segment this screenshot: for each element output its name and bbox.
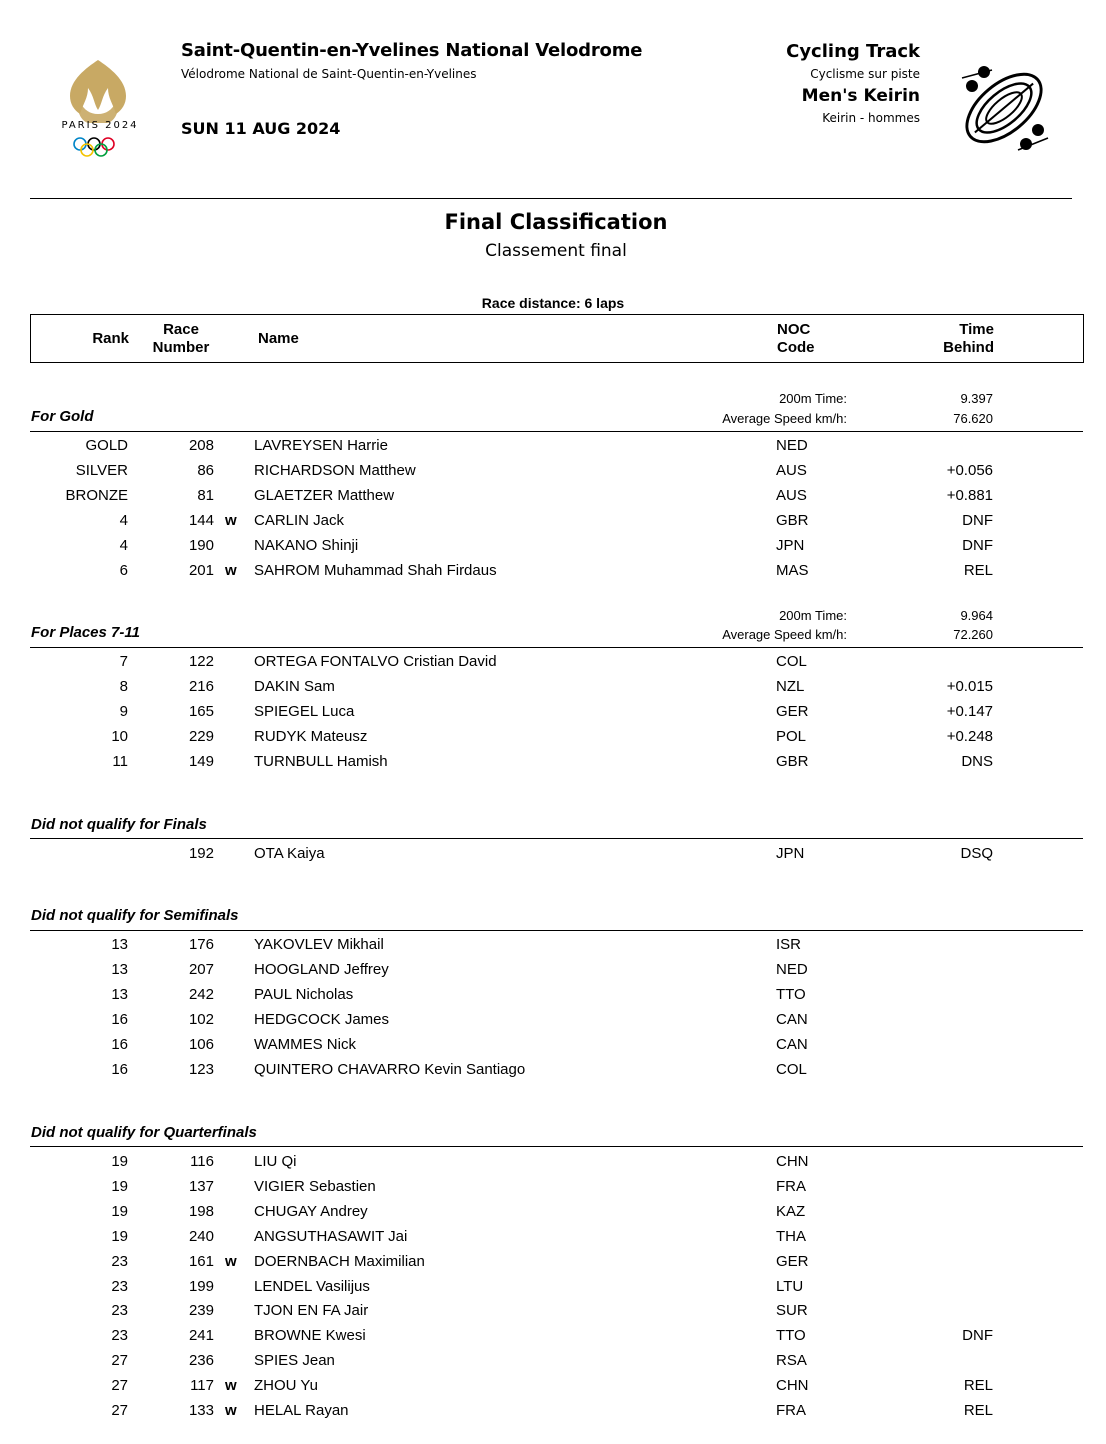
rank-cell: 4 — [119, 511, 128, 529]
wildcard-marker: w — [225, 1252, 237, 1270]
time-behind-cell: +0.881 — [946, 486, 993, 504]
event-title: Men's Keirin — [801, 86, 920, 106]
document-subtitle: Classement final — [485, 241, 627, 261]
table-row — [0, 1253, 1106, 1275]
table-row — [0, 512, 1106, 534]
race-number-cell: 106 — [188, 1035, 214, 1053]
paris-2024-logo — [50, 58, 150, 160]
race-number-cell: 165 — [188, 702, 214, 720]
race-number-cell: 216 — [188, 677, 214, 695]
race-number-cell: 201 — [188, 561, 214, 579]
table-row — [0, 1153, 1106, 1175]
race-number-cell: 199 — [188, 1277, 214, 1295]
table-row — [0, 845, 1106, 867]
sport-title: Cycling Track — [786, 41, 920, 62]
noc-code-cell: GER — [776, 1252, 809, 1270]
race-number-cell: 117 — [190, 1377, 214, 1395]
noc-code-cell: LTU — [776, 1277, 804, 1295]
race-number-cell: 190 — [188, 536, 214, 554]
athlete-name-cell: ZHOU Yu — [254, 1377, 318, 1395]
section-label: For Gold — [31, 408, 94, 425]
stat-200m-label: 200m Time: — [779, 391, 847, 406]
rank-cell: 23 — [111, 1327, 128, 1345]
athlete-name-cell: HOOGLAND Jeffrey — [254, 960, 389, 978]
noc-code-cell: CAN — [776, 1035, 808, 1053]
table-row — [0, 753, 1106, 775]
race-number-cell: 86 — [197, 461, 214, 479]
race-number-cell: 242 — [188, 985, 214, 1003]
table-row — [0, 1377, 1106, 1399]
rank-cell: 27 — [111, 1402, 128, 1419]
race-number-cell: 123 — [188, 1060, 214, 1078]
race-number-cell: 122 — [188, 653, 214, 670]
athlete-name-cell: TURNBULL Hamish — [254, 752, 388, 770]
table-row — [0, 728, 1106, 750]
athlete-name-cell: GLAETZER Matthew — [254, 486, 395, 504]
rank-cell: 9 — [119, 702, 128, 720]
stat-200m-value: 9.397 — [960, 391, 993, 406]
table-row — [0, 437, 1106, 459]
stat-200m-value: 9.964 — [960, 608, 993, 623]
noc-code-cell: COL — [776, 653, 807, 670]
athlete-name-cell: QUINTERO CHAVARRO Kevin Santiago — [254, 1060, 526, 1078]
athlete-name-cell: YAKOVLEV Mikhail — [254, 936, 384, 953]
rank-cell: 4 — [119, 536, 128, 554]
col-time-line2: Behind — [943, 339, 994, 356]
noc-code-cell: FRA — [776, 1177, 806, 1195]
athlete-name-cell: HELAL Rayan — [254, 1402, 349, 1419]
noc-code-cell: SUR — [776, 1302, 808, 1320]
rank-cell: 19 — [111, 1153, 128, 1170]
col-time-behind — [943, 321, 994, 357]
rank-cell: 23 — [111, 1252, 128, 1270]
venue-title: Saint-Quentin-en-Yvelines National Velodrome — [181, 40, 643, 61]
event-subtitle: Keirin - hommes — [822, 111, 920, 125]
time-behind-cell: +0.056 — [946, 461, 993, 479]
col-name: Name — [258, 330, 299, 347]
noc-code-cell: TTO — [776, 1327, 806, 1345]
rank-cell: 16 — [111, 1035, 128, 1053]
time-behind-cell: +0.015 — [946, 677, 993, 695]
wildcard-marker: w — [225, 511, 237, 529]
stat-avg-speed-value: 72.260 — [953, 627, 993, 642]
section-divider — [30, 647, 1083, 648]
race-number-cell: 102 — [188, 1010, 214, 1028]
sport-block — [786, 41, 920, 129]
table-row — [0, 703, 1106, 725]
athlete-name-cell: ORTEGA FONTALVO Cristian David — [254, 653, 497, 670]
wildcard-marker: w — [225, 1377, 237, 1395]
stat-avg-speed-label: Average Speed km/h: — [722, 627, 847, 642]
athlete-name-cell: PAUL Nicholas — [254, 985, 354, 1003]
rank-cell: 13 — [111, 960, 128, 978]
race-distance: Race distance: 6 laps — [481, 295, 625, 311]
noc-code-cell: CHN — [776, 1153, 809, 1170]
section-divider — [30, 930, 1083, 931]
wildcard-marker: w — [225, 1402, 237, 1419]
race-number-cell: 116 — [190, 1153, 214, 1170]
cycling-track-pictogram-icon — [954, 58, 1054, 158]
noc-code-cell: NZL — [776, 677, 805, 695]
race-number-cell: 192 — [188, 845, 214, 862]
rank-cell: GOLD — [85, 437, 128, 454]
document-title: Final Classification — [444, 210, 668, 234]
rank-cell: 8 — [119, 677, 128, 695]
noc-code-cell: GBR — [776, 752, 809, 770]
table-row — [0, 1228, 1106, 1250]
noc-code-cell: POL — [776, 727, 807, 745]
time-behind-cell: REL — [963, 1402, 993, 1419]
rank-cell: 19 — [111, 1227, 128, 1245]
table-row — [0, 1036, 1106, 1058]
noc-code-cell: ISR — [776, 936, 802, 953]
athlete-name-cell: ANGSUTHASAWIT Jai — [254, 1227, 408, 1245]
noc-code-cell: NED — [776, 437, 808, 454]
athlete-name-cell: SPIES Jean — [254, 1352, 335, 1370]
rank-cell: 10 — [111, 727, 128, 745]
rank-cell: 27 — [111, 1352, 128, 1370]
noc-code-cell: JPN — [776, 845, 805, 862]
athlete-name-cell: RICHARDSON Matthew — [254, 461, 416, 479]
table-row — [0, 961, 1106, 983]
athlete-name-cell: SAHROM Muhammad Shah Firdaus — [254, 561, 497, 579]
table-row — [0, 487, 1106, 509]
stat-avg-speed-label: Average Speed km/h: — [722, 411, 847, 426]
rank-cell: 7 — [119, 653, 128, 670]
col-race-line2: Number — [152, 339, 210, 356]
header-divider — [30, 198, 1072, 199]
logo-text: PARIS 2024 — [61, 120, 139, 131]
noc-code-cell: AUS — [776, 486, 807, 504]
noc-code-cell: FRA — [776, 1402, 806, 1419]
athlete-name-cell: HEDGCOCK James — [254, 1010, 390, 1028]
col-noc-line1: NOC — [777, 321, 811, 338]
noc-code-cell: CAN — [776, 1010, 808, 1028]
athlete-name-cell: DAKIN Sam — [254, 677, 335, 695]
athlete-name-cell: LENDEL Vasilijus — [254, 1277, 370, 1295]
rank-cell: 23 — [111, 1302, 128, 1320]
race-number-cell: 149 — [188, 752, 214, 770]
col-race-line1: Race — [163, 321, 199, 338]
section-label: For Places 7-11 — [31, 624, 140, 641]
race-number-cell: 144 — [188, 511, 214, 529]
venue-subtitle: Vélodrome National de Saint-Quentin-en-Yvelines — [181, 67, 477, 81]
athlete-name-cell: SPIEGEL Luca — [254, 702, 355, 720]
col-rank: Rank — [92, 330, 129, 347]
time-behind-cell: +0.248 — [946, 727, 993, 745]
athlete-name-cell: LAVREYSEN Harrie — [254, 437, 388, 454]
section-divider — [30, 1146, 1083, 1147]
athlete-name-cell: CARLIN Jack — [254, 511, 345, 529]
table-row — [0, 936, 1106, 958]
section-label: Did not qualify for Finals — [31, 816, 207, 833]
rank-cell: BRONZE — [65, 486, 128, 504]
table-row — [0, 1302, 1106, 1324]
table-row — [0, 986, 1106, 1008]
athlete-name-cell: DOERNBACH Maximilian — [254, 1252, 425, 1270]
race-number-cell: 176 — [188, 936, 214, 953]
noc-code-cell: JPN — [776, 536, 805, 554]
race-number-cell: 161 — [188, 1252, 214, 1270]
rank-cell: 13 — [111, 985, 128, 1003]
table-row — [0, 1278, 1106, 1300]
race-number-cell: 137 — [188, 1177, 214, 1195]
time-behind-cell: DNF — [962, 1327, 993, 1345]
table-row — [0, 1011, 1106, 1033]
section-label: Did not qualify for Quarterfinals — [31, 1124, 257, 1141]
athlete-name-cell: WAMMES Nick — [254, 1035, 356, 1053]
race-number-cell: 239 — [188, 1302, 214, 1320]
col-noc — [777, 321, 815, 357]
table-row — [0, 1327, 1106, 1349]
table-row — [0, 537, 1106, 559]
race-number-cell: 208 — [188, 437, 214, 454]
table-row — [0, 562, 1106, 584]
time-behind-cell: DNS — [961, 752, 993, 770]
table-row — [0, 462, 1106, 484]
athlete-name-cell: RUDYK Mateusz — [254, 727, 368, 745]
race-number-cell: 207 — [188, 960, 214, 978]
noc-code-cell: GBR — [776, 511, 809, 529]
noc-code-cell: RSA — [776, 1352, 807, 1370]
race-number-cell: 229 — [188, 727, 214, 745]
rank-cell: 23 — [111, 1277, 128, 1295]
rank-cell: SILVER — [75, 461, 128, 479]
noc-code-cell: NED — [776, 960, 808, 978]
race-number-cell: 241 — [188, 1327, 214, 1345]
athlete-name-cell: TJON EN FA Jair — [254, 1302, 369, 1320]
rank-cell: 19 — [111, 1202, 128, 1220]
section-divider — [30, 431, 1083, 432]
time-behind-cell: DNF — [962, 511, 993, 529]
noc-code-cell: CHN — [776, 1377, 809, 1395]
section-divider — [30, 838, 1083, 839]
stat-avg-speed-value: 76.620 — [953, 411, 993, 426]
noc-code-cell: GER — [776, 702, 809, 720]
time-behind-cell: REL — [963, 561, 993, 579]
column-header — [30, 314, 1084, 363]
time-behind-cell: DSQ — [960, 845, 993, 862]
table-row — [0, 1352, 1106, 1374]
rank-cell: 13 — [111, 936, 128, 953]
rank-cell: 16 — [111, 1010, 128, 1028]
noc-code-cell: KAZ — [776, 1202, 806, 1220]
col-time-line1: Time — [959, 321, 994, 338]
race-number-cell: 240 — [188, 1227, 214, 1245]
noc-code-cell: THA — [776, 1227, 806, 1245]
table-row — [0, 1178, 1106, 1200]
rank-cell: 6 — [119, 561, 128, 579]
table-row — [0, 1402, 1106, 1424]
time-behind-cell: DNF — [962, 536, 993, 554]
rank-cell: 16 — [111, 1060, 128, 1078]
table-row — [0, 653, 1106, 675]
section-label: Did not qualify for Semifinals — [31, 907, 239, 924]
athlete-name-cell: OTA Kaiya — [254, 845, 325, 862]
table-row — [0, 1203, 1106, 1225]
col-noc-line2: Code — [777, 339, 815, 356]
time-behind-cell: REL — [963, 1377, 993, 1395]
time-behind-cell: +0.147 — [946, 702, 993, 720]
noc-code-cell: COL — [776, 1060, 807, 1078]
table-row — [0, 678, 1106, 700]
wildcard-marker: w — [225, 561, 237, 579]
rank-cell: 11 — [112, 752, 128, 770]
stat-200m-label: 200m Time: — [779, 608, 847, 623]
noc-code-cell: MAS — [776, 561, 809, 579]
noc-code-cell: AUS — [776, 461, 807, 479]
athlete-name-cell: NAKANO Shinji — [254, 536, 359, 554]
athlete-name-cell: VIGIER Sebastien — [254, 1177, 376, 1195]
rank-cell: 19 — [111, 1177, 128, 1195]
race-number-cell: 198 — [188, 1202, 214, 1220]
table-row — [0, 1061, 1106, 1083]
race-number-cell: 81 — [197, 486, 214, 504]
event-date: SUN 11 AUG 2024 — [181, 119, 341, 138]
noc-code-cell: TTO — [776, 985, 806, 1003]
rank-cell: 27 — [111, 1377, 128, 1395]
race-number-cell: 133 — [188, 1402, 214, 1419]
athlete-name-cell: BROWNE Kwesi — [254, 1327, 366, 1345]
athlete-name-cell: LIU Qi — [254, 1153, 297, 1170]
athlete-name-cell: CHUGAY Andrey — [254, 1202, 368, 1220]
col-race-number — [151, 321, 211, 357]
race-number-cell: 236 — [188, 1352, 214, 1370]
sport-subtitle: Cyclisme sur piste — [810, 67, 920, 81]
